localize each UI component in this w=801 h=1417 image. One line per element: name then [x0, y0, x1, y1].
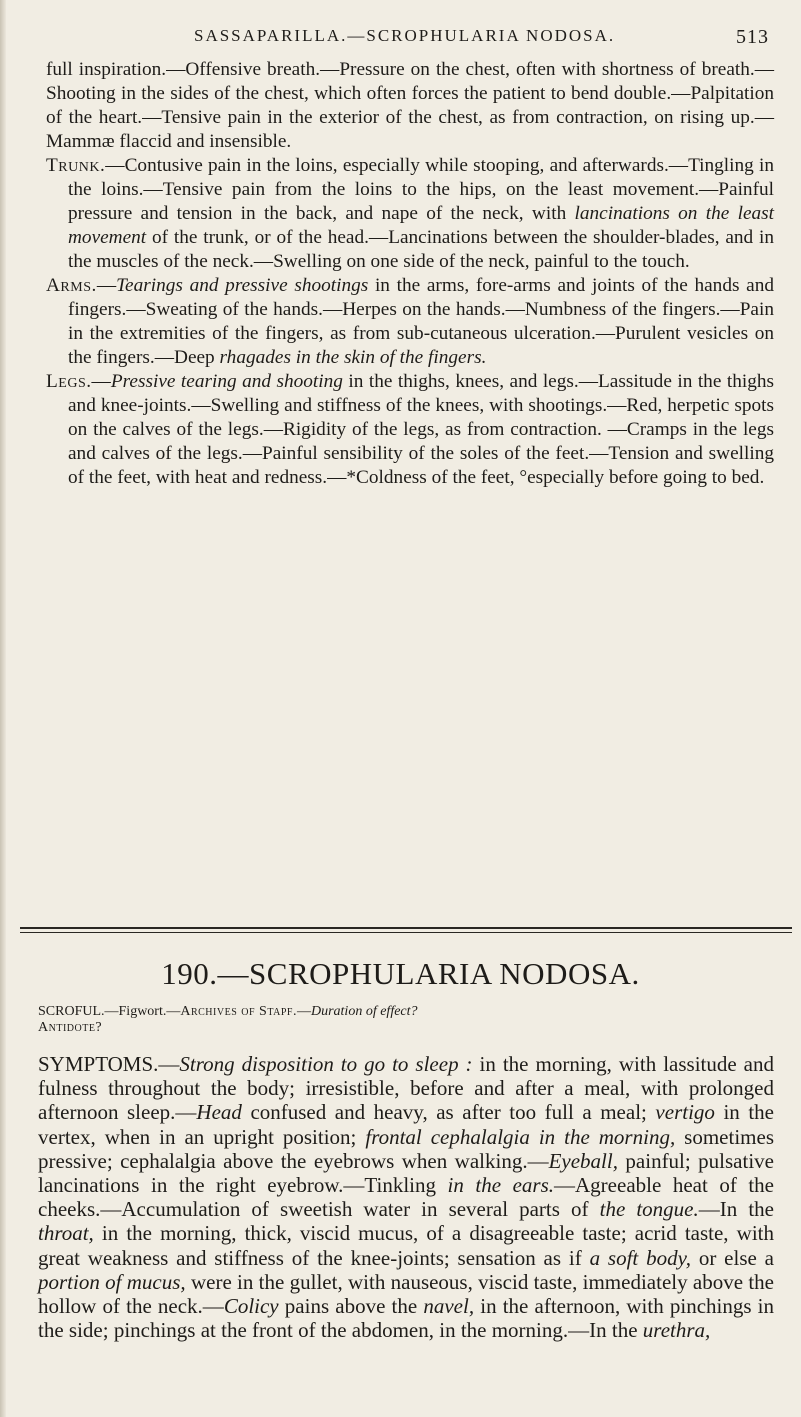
page-edge-shadow	[0, 0, 6, 1417]
page-number: 513	[736, 26, 769, 48]
running-head-title: SASSAPARILLA.—SCROPHULARIA NODOSA.	[194, 26, 616, 45]
legs-paragraph: Legs.—Pressive tearing and shooting in the thighs, knees, and legs.—Lassitude in the thighs and knee-joints.—Swelling and stiffness of the knees, with shootings.—Red, herpetic spots on the calves of the legs.—Rigidity of the legs, as from contraction. —Cramps in the legs and calves of the legs.—Painful sensibility of the soles of the feet.—Tension and swelling of the feet, with heat and redness.—*Coldness of the feet, °especially before going to bed.	[46, 371, 774, 488]
arms-label: Arms.	[46, 275, 97, 296]
section-heading: 190.—SCROPHULARIA NODOSA.	[161, 956, 640, 991]
section-divider-thin	[20, 932, 792, 933]
legs-label: Legs.	[46, 371, 92, 392]
section-divider-thick	[20, 927, 792, 929]
symptoms-label: SYMPTOMS.	[38, 1052, 159, 1076]
chest-paragraph-continued: full inspiration.—Offensive breath.—Pressure on the chest, often with shortness of breath.—Shooting in the sides of the chest, which often forces the patient to bend double.—Palpitation of the heart.—Tensive pain in the exterior of the chest, as from contraction, on rising up.—Mammæ flaccid and insensible.	[46, 59, 774, 152]
symptoms-text-block	[38, 1052, 774, 1342]
trunk-label: Trunk.	[46, 155, 106, 176]
trunk-paragraph: Trunk.—Contusive pain in the loins, especially while stooping, and afterwards.—Tingling in the loins.—Tensive pain from the loins to the hips, on the least movement.—Painful pressure and tension in the back, and nape of the neck, with lancinations on the least movement of the trunk, or of the head.—Lancinations between the shoulder-blades, and in the muscles of the neck.—Swelling on one side of the neck, painful to the touch.	[46, 155, 775, 272]
remedy-meta	[38, 1004, 778, 1036]
upper-text-block	[46, 58, 774, 490]
symptoms-paragraph: SYMPTOMS.—Strong disposition to go to sleep : in the morning, with lassitude and fulness throughout the body; irresistible, before and after a meal, with prolonged afternoon sleep.—Head confused and heavy, as after too full a meal; vertigo in the vertex, when in an upright position; frontal cephalalgia in the morning, sometimes pressive; cephalalgia above the eyebrows when walking.—Eyeball, painful; pulsative lancinations in the right eyebrow.—Tinkling in the ears.—Agreeable heat of the cheeks.—Accumulation of sweetish water in several parts of the tongue.—In the throat, in the morning, thick, viscid mucus, of a disagreeable taste; acrid taste, with great weakness and stiffness of the knee-joints; sensation as if a soft body, or else a portion of mucus, were in the gullet, with nauseous, viscid taste, immediately above the hollow of the neck.—Colicy pains above the navel, in the afternoon, with pinchings in the side; pinchings at the front of the abdomen, in the morning.—In the urethra,	[38, 1052, 775, 1343]
antidote-line: Antidote?	[38, 1020, 103, 1035]
remedy-meta-line: SCROFUL.—Figwort.—Archives of Stapf.—Duration of effect?	[38, 1004, 418, 1019]
arms-paragraph: Arms.—Tearings and pressive shootings in the arms, fore-arms and joints of the hands and fingers.—Sweating of the hands.—Herpes on the hands.—Numbness of the fingers.—Pain in the extremities of the fingers, as from sub-cutaneous ulceration.—Purulent vesicles on the fingers.—Deep rhagades in the skin of the fingers.	[46, 275, 774, 368]
